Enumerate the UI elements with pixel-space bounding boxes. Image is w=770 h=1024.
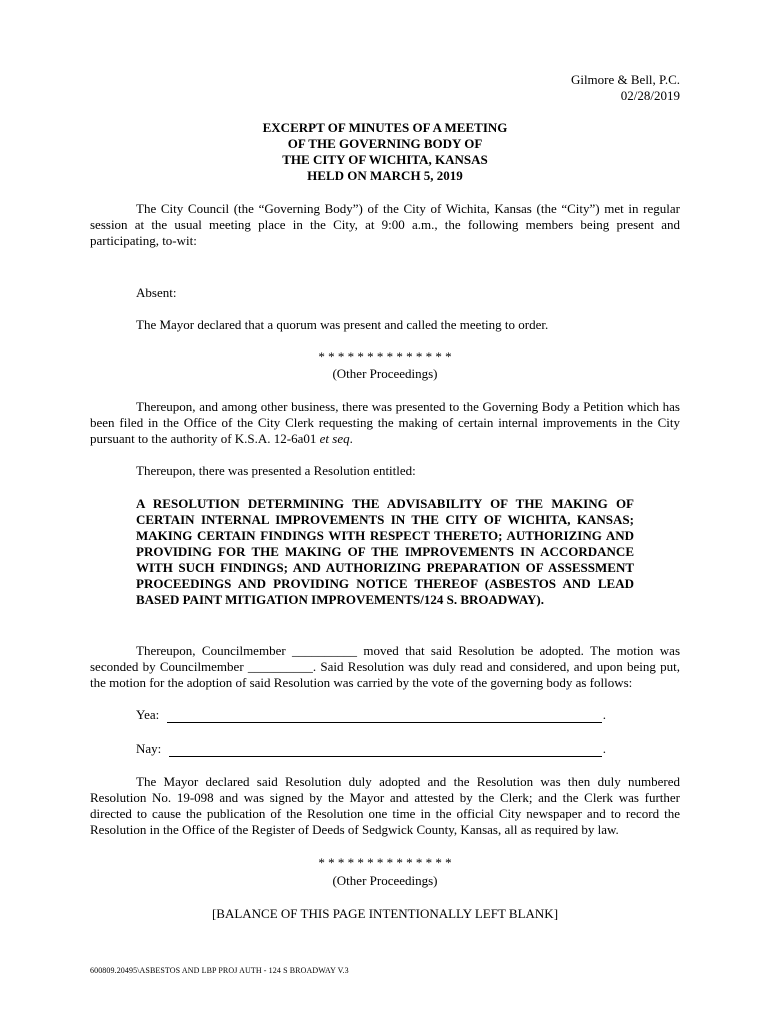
separator-stars-2: * * * * * * * * * * * * * *: [318, 855, 452, 870]
petition-end: .: [349, 431, 353, 446]
firm-name: Gilmore & Bell, P.C.: [570, 72, 680, 87]
nay-line: [136, 741, 606, 757]
quorum-paragraph: The Mayor declared that a quorum was present and called the meeting to order.: [136, 317, 549, 332]
intro-paragraph: The City Council (the “Governing Body”) of the City of Wichita, Kansas (the “City”) met in regular session at the usual meeting place in the City, at 9:00 a.m., the following members being present and participating, to-wit:: [90, 201, 680, 248]
yea-blank-rule: [167, 710, 602, 723]
yea-line: [136, 707, 606, 723]
document-date: 02/28/2019: [620, 88, 680, 103]
blank-page-notice: [BALANCE OF THIS PAGE INTENTIONALLY LEFT BLANK]: [211, 906, 559, 921]
yea-period: .: [602, 707, 606, 722]
title-line-4: HELD ON MARCH 5, 2019: [307, 168, 463, 183]
document-title: [90, 120, 680, 184]
resolution-title: A RESOLUTION DETERMINING THE ADVISABILITY OF THE MAKING OF CERTAIN INTERNAL IMPROVEMENTS IN THE CITY OF WICHITA, KANSAS; MAKING CERTAIN FINDINGS WITH RESPECT THERETO; AUTHORIZING AND PROVIDING FOR THE MAKING OF THE IMPROVEMENTS IN ACCORDANCE WITH SUCH FINDINGS; AND AUTHORIZING PREPARATION OF ASSESSMENT PROCEEDINGS AND PROVIDING NOTICE THEREOF (ASBESTOS AND LEAD BASED PAINT MITIGATION IMPROVEMENTS/124 S. BROADWAY).: [136, 496, 634, 607]
presented-paragraph: Thereupon, there was presented a Resolution entitled:: [136, 463, 416, 478]
title-line-1: EXCERPT OF MINUTES OF A MEETING: [262, 120, 508, 135]
title-line-2: OF THE GOVERNING BODY OF: [287, 136, 483, 151]
nay-period: .: [602, 741, 606, 756]
petition-paragraph: [90, 399, 680, 447]
adopted-paragraph: The Mayor declared said Resolution duly adopted and the Resolution was then duly numbered Resolution No. 19-098 and was signed by the Mayor and attested by the Clerk; and the Clerk was further directed to cause the publication of the Resolution one time in the official City newspaper and to record the Resolution in the Office of the Register of Deeds of Sedgwick County, Kansas, all as required by law.: [90, 774, 680, 837]
nay-blank-rule: [169, 744, 601, 757]
footer-doc-id: 600809.20495\ASBESTOS AND LBP PROJ AUTH - 124 S BROADWAY V.3: [90, 966, 349, 975]
yea-label: Yea:: [136, 707, 160, 722]
petition-text: Thereupon, and among other business, there was presented to the Governing Body a Petition which has been filed in the Office of the City Clerk requesting the making of certain internal improvements in the City pursuant to the authority of K.S.A. 12-6a01: [90, 399, 680, 446]
motion-paragraph: Thereupon, Councilmember __________ moved that said Resolution be adopted. The motion was seconded by Councilmember __________. Said Resolution was duly read and considered, and upon being put, the motion for the adoption of said Resolution was carried by the vote of the governing body as follows:: [90, 643, 680, 690]
nay-label: Nay:: [136, 741, 162, 756]
petition-et-seq: et seq: [319, 431, 350, 446]
separator-stars-1: * * * * * * * * * * * * * *: [318, 349, 452, 364]
other-proceedings-1: (Other Proceedings): [332, 366, 438, 381]
other-proceedings-2: (Other Proceedings): [332, 873, 438, 888]
header-block: [571, 72, 680, 104]
title-line-3: THE CITY OF WICHITA, KANSAS: [282, 152, 488, 167]
absent-label: Absent:: [136, 285, 177, 300]
